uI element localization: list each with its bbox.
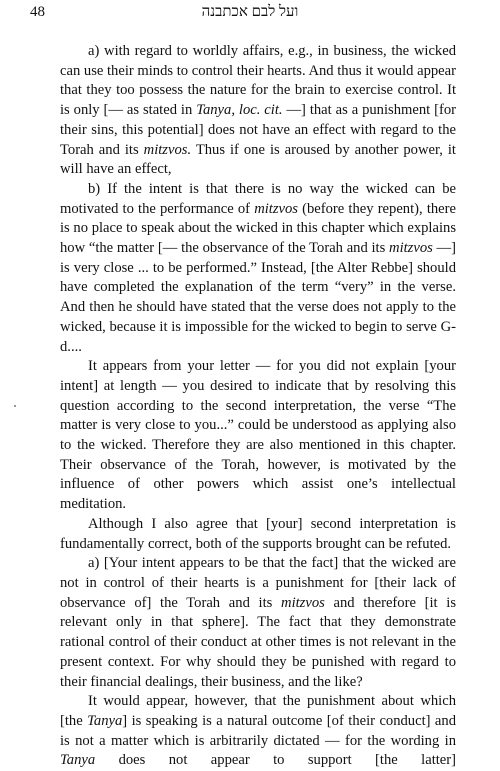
text-run: It appears from your letter — for you did not explain [your intent] at length — you desired to indicate that by resolving this question according to the second interpretation, the verse “The matter is very close to you...” could be understood as applying also to the wicked. Therefore they are also mentioned in this chapter. Their observance of the Torah, however, is motivated by the influence of other powers which assist one’s intellectual meditation. (60, 358, 456, 513)
italic-term: mitzvos (389, 240, 433, 257)
text-run: (before they repent), there is no place to speak about the wicked in this chapter which explains how “the matter [— the observance of the Torah and its (60, 200, 456, 257)
running-title: ועל לבם אכתבנה (201, 4, 299, 20)
text-run: and therefore [it is relevant only in that sphere]. The fact that they demonstrate rational control of their conduct at other times is not relevant in the present context. For why should they be punished with regard to their financial dealings, their business, and the like? (60, 594, 456, 690)
body-text (60, 42, 456, 771)
text-run: a) with regard to worldly affairs, e.g., in business, the wicked can use their minds to control their hearts. And thus it would appear that they too possess the nature for the brain to exercise control. It is only [— as stated in (60, 43, 456, 119)
text-run: a) [Your intent appears to be that the fact] that the wicked are not in control of their hearts is a punishment for [their lack of observance of] the Torah and its (60, 555, 456, 611)
running-head (30, 4, 470, 24)
text-run: Thus if one is aroused by another power, it will have an effect, (60, 141, 456, 178)
text-run: —] is very close ... to be performed.” Instead, [the Alter Rebbe] should have completed the explanation of the term “very” in the verse. And then he should have stated that the verse does not apply to the wicked, because it is impossible for the wicked to begin to serve G-d.... (60, 240, 456, 355)
italic-term: mitzvos (254, 200, 298, 217)
paragraph-a-control-of-hearts (60, 554, 456, 692)
paragraph-letter-intent (60, 357, 456, 515)
italic-term: mitzvos. (143, 141, 192, 158)
page-number: 48 (30, 4, 45, 20)
text-run: b) If the intent is that there is no way the wicked can be motivated to the performance of (60, 180, 456, 217)
margin-speck (14, 405, 16, 407)
italic-term: Tanya (60, 752, 96, 769)
paragraph-b-motivation (60, 180, 456, 357)
italic-term: Tanya, loc. cit. (196, 102, 283, 119)
paragraph-a-worldly-affairs (60, 42, 456, 180)
text-run: —] that as a punishment [for their sins, this potential] does not have an effect with regard to the Torah and its (60, 102, 456, 158)
paragraph-natural-punishment (60, 692, 456, 771)
paragraph-agreement (60, 515, 456, 554)
text-run: It would appear, however, that the punishment about which [the (60, 693, 456, 729)
text-run: does not appear to support [the latter] (95, 752, 456, 769)
text-run: ] is speaking is a natural outcome [of their conduct] and is not a matter which is arbitrarily dictated — for the wording in (60, 712, 457, 749)
italic-term: mitzvos (281, 594, 325, 611)
italic-term: Tanya (87, 712, 123, 729)
text-run: Although I also agree that [your] second interpretation is fundamentally correct, both of the supports brought can be refuted. (60, 515, 456, 552)
